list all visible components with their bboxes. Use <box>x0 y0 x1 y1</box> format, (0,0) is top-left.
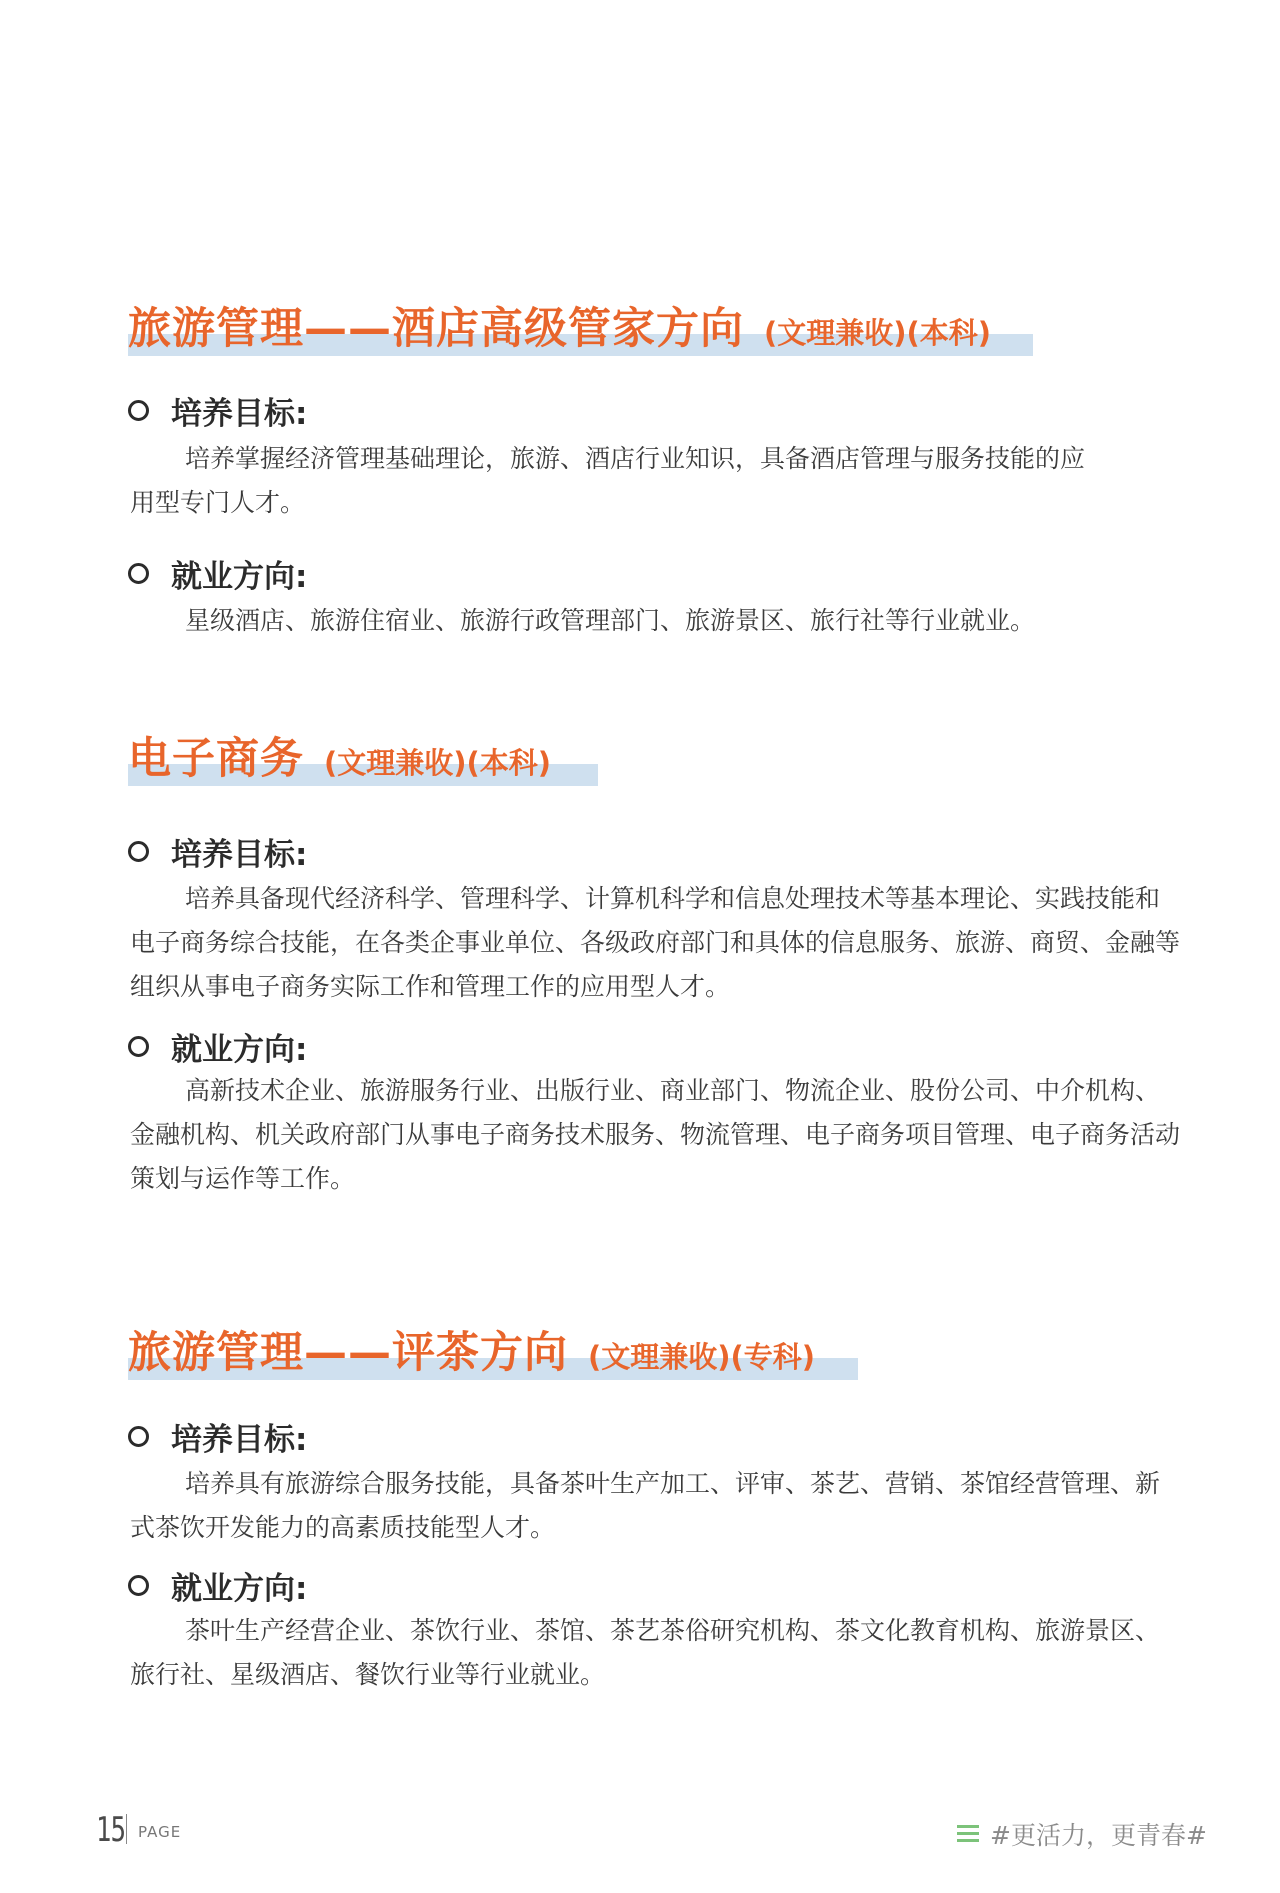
bullet-circle-icon <box>128 841 149 862</box>
career-heading: 就业方向: <box>128 1024 307 1069</box>
goal-text: 培养具有旅游综合服务技能，具备茶叶生产加工、评审、茶艺、营销、茶馆经营管理、新式茶饮开发能力的高素质技能型人才。 <box>130 1469 1161 1542</box>
goal-text: 培养掌握经济管理基础理论，旅游、酒店行业知识，具备酒店管理与服务技能的应用型专门人才。 <box>130 444 1086 517</box>
bullet-circle-icon <box>128 563 149 584</box>
bullet-circle-icon <box>128 1575 149 1596</box>
career-heading: 就业方向: <box>128 551 307 596</box>
bullet-circle-icon <box>128 400 149 421</box>
career-text: 星级酒店、旅游住宿业、旅游行政管理部门、旅游景区、旅行社等行业就业。 <box>185 606 1036 635</box>
goal-heading: 培养目标: <box>128 829 307 874</box>
section-title <box>128 1328 816 1378</box>
career-text: 高新技术企业、旅游服务行业、出版行业、商业部门、物流企业、股份公司、中介机构、金融机构、机关政府部门从事电子商务技术服务、物流管理、电子商务项目管理、电子商务活动策划与运作等工作。 <box>130 1076 1181 1193</box>
goal-heading: 培养目标: <box>128 1414 307 1459</box>
section-title-sub: (文理兼收)(专科) <box>588 1340 816 1374</box>
section-title-main: 电子商务 <box>128 734 304 784</box>
section-title <box>128 734 552 784</box>
career-heading: 就业方向: <box>128 1563 307 1608</box>
bullet-circle-icon <box>128 1036 149 1057</box>
menu-lines-icon <box>957 1825 979 1842</box>
section-title-main: 旅游管理——评茶方向 <box>128 1328 568 1378</box>
career-text: 茶叶生产经营企业、茶饮行业、茶馆、茶艺茶俗研究机构、茶文化教育机构、旅游景区、旅行社、星级酒店、餐饮行业等行业就业。 <box>130 1616 1161 1689</box>
section-title-main: 旅游管理——酒店高级管家方向 <box>128 304 744 354</box>
footer-slogan: #更活力，更青春# <box>990 1821 1207 1850</box>
section-title-sub: (文理兼收)(本科) <box>764 316 992 350</box>
goal-heading: 培养目标: <box>128 388 307 433</box>
section-title <box>128 304 992 354</box>
page-number: 15 <box>96 1810 126 1850</box>
goal-text: 培养具备现代经济科学、管理科学、计算机科学和信息处理技术等基本理论、实践技能和电子商务综合技能，在各类企事业单位、各级政府部门和具体的信息服务、旅游、商贸、金融等组织从事电子商务实际工作和管理工作的应用型人才。 <box>130 884 1181 1001</box>
bullet-circle-icon <box>128 1426 149 1447</box>
section-title-sub: (文理兼收)(本科) <box>324 746 552 780</box>
footer-divider <box>126 1814 127 1844</box>
page-label: PAGE <box>138 1823 182 1841</box>
